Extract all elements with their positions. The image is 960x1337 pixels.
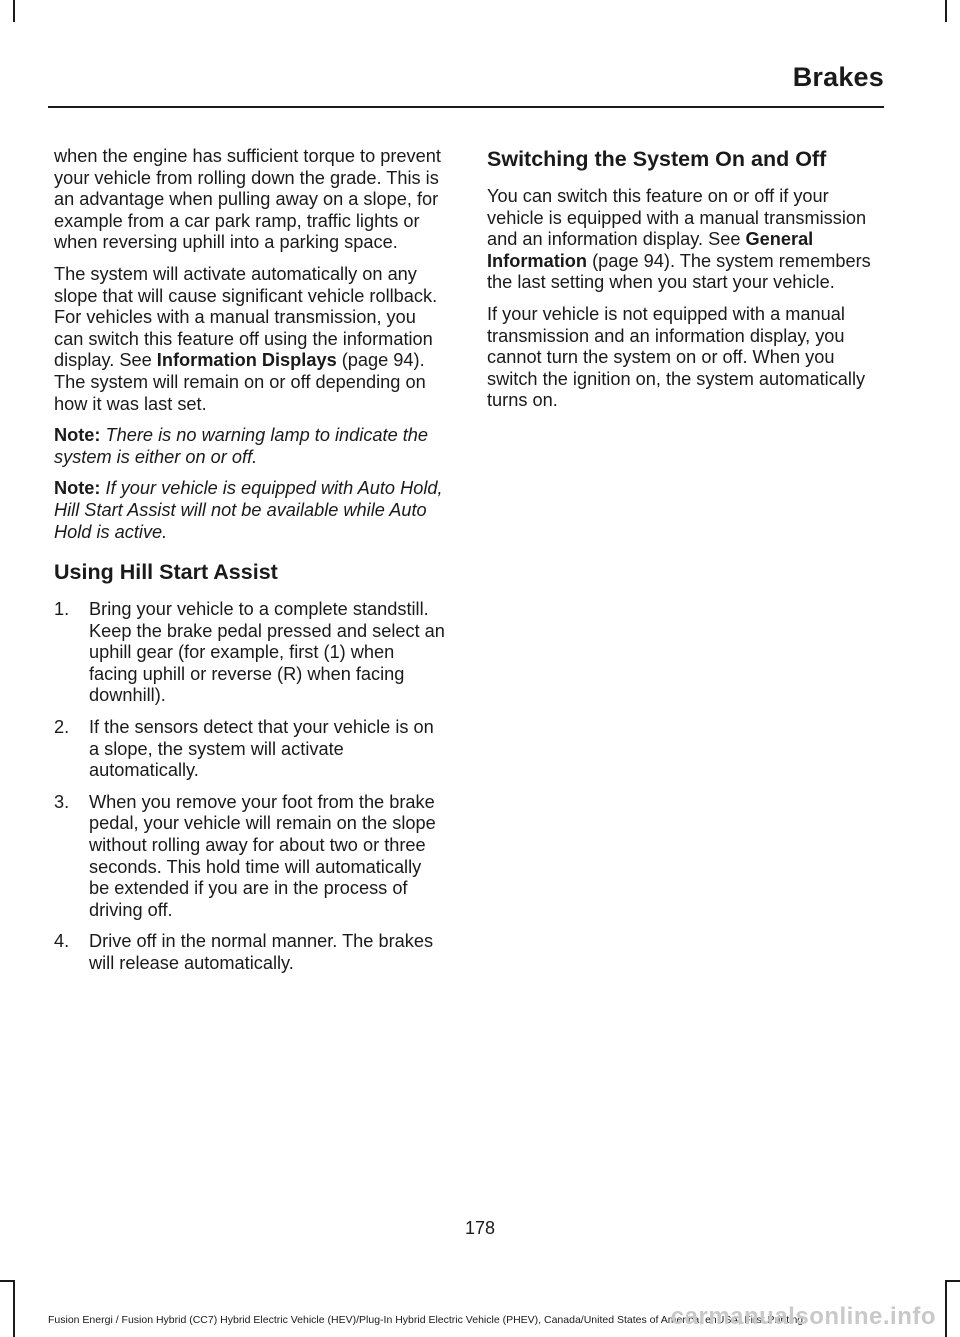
step-text: Bring your vehicle to a complete standstill. Keep the brake pedal pressed and select an uphill gear (for example, first (1) when facing uphill or reverse (R) when facing downhill). <box>89 599 445 706</box>
note-label: Note: <box>54 478 101 499</box>
text: You can switch this feature on or off if your vehicle is equipped with a manual transmission and an information display. See <box>487 186 867 250</box>
note-text: There is no warning lamp to indicate the system is either on or off. <box>54 425 429 467</box>
paragraph <box>54 264 446 415</box>
section-title: Brakes <box>792 62 884 92</box>
footer-text: Fusion Energi / Fusion Hybrid (CC7) Hybrid Electric Vehicle (HEV)/Plug-In Hybrid Electric Vehicle (PHEV), Canada/United States of America, enUSA, First Printing <box>48 1314 804 1326</box>
text: (page 94). The system will remain on or off depending on how it was last set. <box>54 350 426 414</box>
watermark: carmanualsonline.info <box>670 1303 936 1330</box>
step-number: 2. <box>54 717 70 738</box>
step-number: 4. <box>54 931 70 952</box>
step-number: 1. <box>54 599 70 620</box>
step-text: When you remove your foot from the brake pedal, your vehicle will remain on the slope without rolling away for about two or three seconds. This hold time will automatically be extended if you are in the process of driving off. <box>89 791 436 920</box>
section-heading: Using Hill Start Assist <box>54 560 278 585</box>
paragraph: If your vehicle is not equipped with a manual transmission and an information display, you cannot turn the system on or off. When you switch the ignition on, the system automatically turns on. <box>487 303 866 411</box>
note <box>54 425 446 468</box>
crop-mark-br-v <box>945 1280 947 1337</box>
section-heading: Switching the System On and Off <box>487 147 827 171</box>
note-text: If your vehicle is equipped with Auto Hold, Hill Start Assist will not be available while Auto Hold is active. <box>54 478 443 542</box>
paragraph <box>487 186 879 294</box>
cross-reference-link[interactable]: Information Displays <box>156 350 337 371</box>
crop-mark-tr-v <box>945 0 947 22</box>
step-number: 3. <box>54 791 70 812</box>
list-item <box>54 931 446 974</box>
step-text: If the sensors detect that your vehicle is on a slope, the system will activate automatically. <box>89 717 434 781</box>
paragraph: when the engine has sufficient torque to prevent your vehicle from rolling down the grade. This is an advantage when pulling away on a slope, for example from a car park ramp, traffic lights or when reversing uphill into a parking space. <box>54 146 441 253</box>
list-item <box>54 717 446 782</box>
right-column <box>487 146 879 422</box>
list-item <box>54 792 446 922</box>
crop-mark-bl-v <box>13 1280 15 1337</box>
crop-mark-bl-h <box>0 1280 15 1282</box>
crop-mark-tl-v <box>13 0 15 22</box>
text: The system will activate automatically on any slope that will cause significant vehicle rollback. For vehicles with a manual transmission, you can switch this feature off using the information display. See <box>54 263 438 371</box>
text: (page 94). The system remembers the last setting when you start your vehicle. <box>487 250 871 293</box>
list-item <box>54 599 446 707</box>
note-label: Note: <box>54 425 101 446</box>
crop-mark-br-h <box>945 1280 960 1282</box>
cross-reference-link[interactable]: General Information <box>487 229 814 271</box>
steps-list <box>54 599 446 975</box>
page-number: 178 <box>464 1218 496 1238</box>
left-column <box>54 146 446 985</box>
header-divider <box>48 106 884 108</box>
step-text: Drive off in the normal manner. The brakes will release automatically. <box>89 931 434 973</box>
note <box>54 478 446 543</box>
